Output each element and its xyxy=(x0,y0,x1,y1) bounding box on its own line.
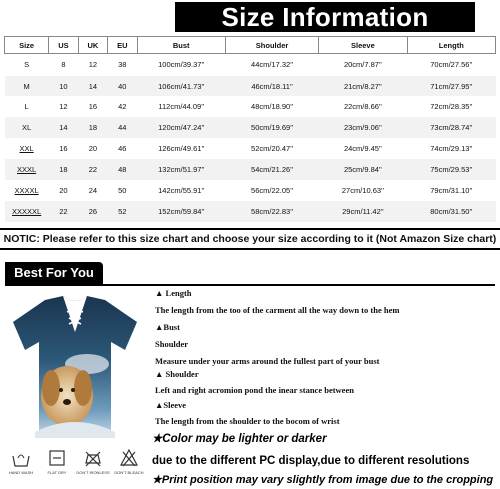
no-iron-icon xyxy=(83,448,103,468)
table-cell: 20 xyxy=(49,180,78,201)
table-cell: 42 xyxy=(108,96,137,117)
table-cell: 29cm/11.42'' xyxy=(319,201,407,222)
table-cell: 80cm/31.50'' xyxy=(407,201,495,222)
size-cell: L xyxy=(5,96,49,117)
size-cell: M xyxy=(5,76,49,97)
length-title: ▲ Length xyxy=(155,288,192,298)
table-cell: 20cm/7.87'' xyxy=(319,54,407,76)
table-cell: 10 xyxy=(49,76,78,97)
length-description: The length from the too of the carment all the way down to the hem xyxy=(155,305,400,315)
table-cell: 27cm/10.63'' xyxy=(319,180,407,201)
table-cell: 25cm/9.84'' xyxy=(319,159,407,180)
size-table xyxy=(4,36,496,222)
care-label: FLAT DRY xyxy=(47,470,67,475)
table-cell: 22 xyxy=(49,201,78,222)
flat-dry-icon xyxy=(47,448,67,468)
table-cell: 21cm/8.27'' xyxy=(319,76,407,97)
table-cell: 12 xyxy=(78,54,107,76)
table-cell: 44cm/17.32'' xyxy=(225,54,318,76)
table-cell: 46 xyxy=(108,138,137,159)
table-row xyxy=(5,54,496,76)
table-cell: 14 xyxy=(49,117,78,138)
table-cell: 120cm/47.24'' xyxy=(137,117,225,138)
size-cell: XXL xyxy=(5,138,49,159)
table-cell: 132cm/51.97'' xyxy=(137,159,225,180)
column-header: Shoulder xyxy=(225,37,318,54)
table-row xyxy=(5,201,496,222)
sleeve-title: ▲Sleeve xyxy=(155,400,187,410)
care-label: DON'T BLEACH xyxy=(114,470,144,475)
hand-wash-icon xyxy=(11,448,31,468)
flat-dry-item xyxy=(40,448,74,475)
size-cell: S xyxy=(5,54,49,76)
care-label: DON'T IRONLESS xyxy=(76,470,110,475)
table-cell: 54cm/21.26'' xyxy=(225,159,318,180)
no-bleach-icon xyxy=(119,448,139,468)
table-cell: 22cm/8.66'' xyxy=(319,96,407,117)
sleeve-description: The length from the shoulder to the bocom of wrist xyxy=(155,416,340,426)
best-for-you-tab: Best For You xyxy=(5,262,103,284)
table-cell: 16 xyxy=(78,96,107,117)
table-cell: 16 xyxy=(49,138,78,159)
table-cell: 70cm/27.56'' xyxy=(407,54,495,76)
table-cell: 72cm/28.35'' xyxy=(407,96,495,117)
table-cell: 18 xyxy=(78,117,107,138)
table-cell: 71cm/27.95'' xyxy=(407,76,495,97)
column-header: EU xyxy=(108,37,137,54)
table-cell: 79cm/31.10'' xyxy=(407,180,495,201)
table-cell: 48 xyxy=(108,159,137,180)
table-cell: 48cm/18.90'' xyxy=(225,96,318,117)
page-title: Size Information xyxy=(221,2,429,32)
table-cell: 38 xyxy=(108,54,137,76)
size-cell: XXXL xyxy=(5,159,49,180)
table-cell: 22 xyxy=(78,159,107,180)
size-notice: NOTIC: Please refer to this size chart and choose your size according to it (Not Amazon Size chart) xyxy=(0,228,500,250)
print-position-warning: ★Print position may vary slightly from image due to the cropping xyxy=(152,474,494,486)
care-instructions xyxy=(0,448,150,488)
title-banner xyxy=(0,0,500,34)
hand-wash-item xyxy=(4,448,38,475)
table-row xyxy=(5,117,496,138)
bust-description: Measure under your arms around the fullest part of your bust xyxy=(155,356,380,366)
table-body xyxy=(5,54,496,223)
table-cell: 24cm/9.45'' xyxy=(319,138,407,159)
bust-subtitle: Shoulder xyxy=(155,339,189,349)
table-cell: 50cm/19.69'' xyxy=(225,117,318,138)
table-cell: 26 xyxy=(78,201,107,222)
column-header: Bust xyxy=(137,37,225,54)
table-cell: 56cm/22.05'' xyxy=(225,180,318,201)
column-header: US xyxy=(49,37,78,54)
table-cell: 46cm/18.11'' xyxy=(225,76,318,97)
table-cell: 44 xyxy=(108,117,137,138)
column-header: Sleeve xyxy=(319,37,407,54)
table-cell: 52cm/20.47'' xyxy=(225,138,318,159)
table-header-row xyxy=(5,37,496,54)
table-cell: 73cm/28.74'' xyxy=(407,117,495,138)
column-header: Length xyxy=(407,37,495,54)
table-cell: 142cm/55.91'' xyxy=(137,180,225,201)
table-cell: 12 xyxy=(49,96,78,117)
size-chart xyxy=(4,36,496,222)
table-cell: 126cm/49.61'' xyxy=(137,138,225,159)
table-cell: 8 xyxy=(49,54,78,76)
table-row xyxy=(5,159,496,180)
table-cell: 58cm/22.83'' xyxy=(225,201,318,222)
table-cell: 23cm/9.06'' xyxy=(319,117,407,138)
table-cell: 75cm/29.53'' xyxy=(407,159,495,180)
table-cell: 152cm/59.84'' xyxy=(137,201,225,222)
table-row xyxy=(5,180,496,201)
care-label: HAND WASH xyxy=(8,470,34,475)
table-cell: 112cm/44.09'' xyxy=(137,96,225,117)
table-row xyxy=(5,138,496,159)
shoulder-title: ▲ Shoulder xyxy=(155,369,199,379)
table-cell: 18 xyxy=(49,159,78,180)
table-row xyxy=(5,96,496,117)
table-row xyxy=(5,76,496,97)
table-cell: 52 xyxy=(108,201,137,222)
size-cell: XL xyxy=(5,117,49,138)
table-cell: 74cm/29.13'' xyxy=(407,138,495,159)
shoulder-description: Left and right acromion pond the inear stance between xyxy=(155,385,354,395)
table-cell: 20 xyxy=(78,138,107,159)
table-cell: 14 xyxy=(78,76,107,97)
section-divider xyxy=(5,284,495,286)
table-cell: 24 xyxy=(78,180,107,201)
no-bleach-item xyxy=(112,448,146,475)
resolution-warning: due to the different PC display,due to different resolutions xyxy=(152,455,470,467)
color-warning: ★Color may be lighter or darker xyxy=(152,433,327,445)
product-image xyxy=(5,292,145,442)
size-cell: XXXXXL xyxy=(5,201,49,222)
size-cell: XXXXL xyxy=(5,180,49,201)
no-iron-item xyxy=(76,448,110,475)
bust-title: ▲Bust xyxy=(155,322,180,332)
shirt-illustration xyxy=(5,292,145,442)
table-cell: 100cm/39.37'' xyxy=(137,54,225,76)
table-cell: 40 xyxy=(108,76,137,97)
table-cell: 106cm/41.73'' xyxy=(137,76,225,97)
column-header: Size xyxy=(5,37,49,54)
table-cell: 50 xyxy=(108,180,137,201)
column-header: UK xyxy=(78,37,107,54)
